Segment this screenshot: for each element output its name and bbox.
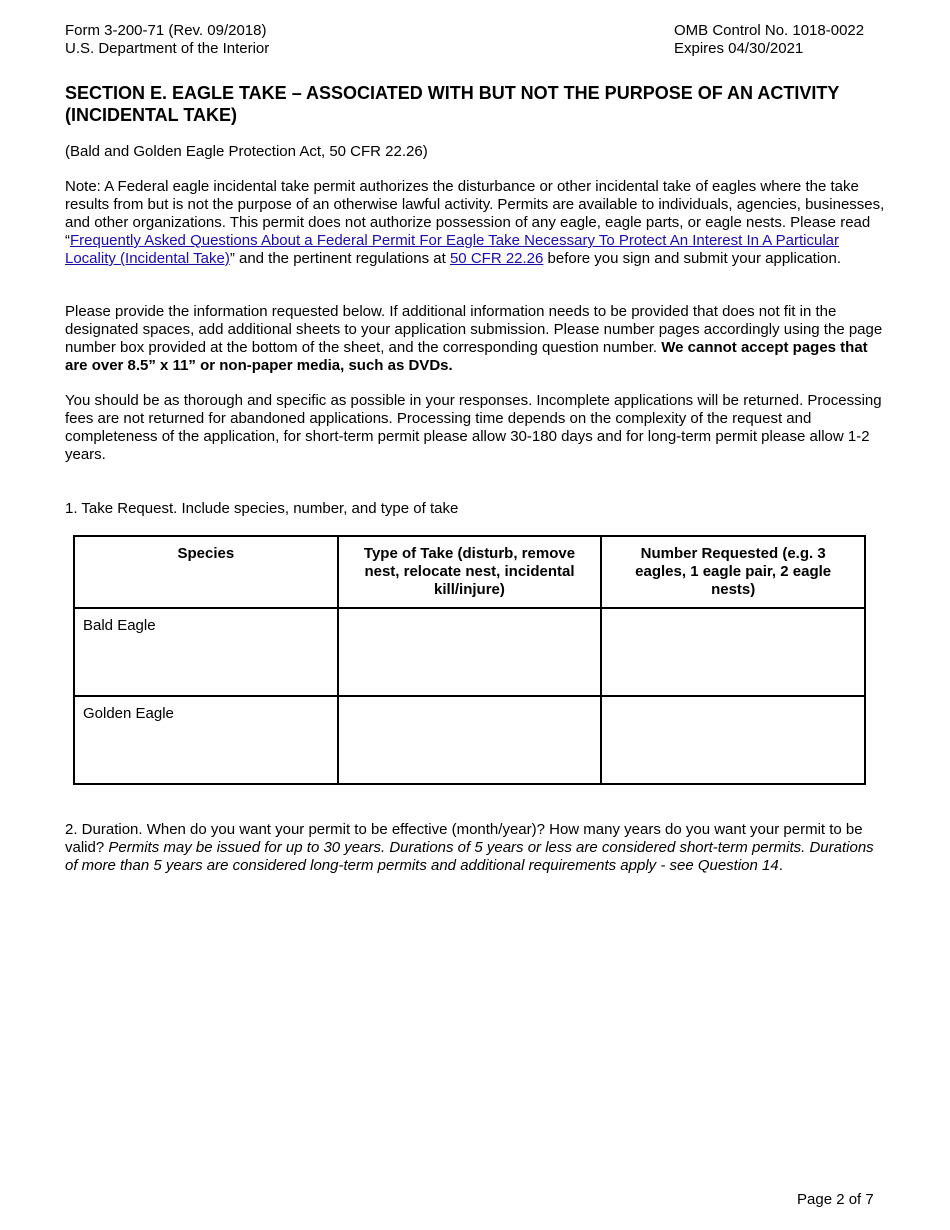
question-2-italic-note: Permits may be issued for up to 30 years. Durations of 5 years or less are considered short-term permits. Durations of more than 5 years are considered long-term permits and additional requirements apply - see Question 14 (65, 839, 874, 874)
act-citation: (Bald and Golden Eagle Protection Act, 50 CFR 22.26) (65, 143, 428, 160)
type-of-take-field[interactable] (338, 608, 602, 696)
instructions-warning: We cannot accept pages that are over 8.5” x 11” or non-paper media, such as DVDs. (65, 339, 868, 374)
processing-paragraph: You should be as thorough and specific as possible in your responses. Incomplete applications will be returned. Processing fees are not returned for abandoned applications. Processing time depends on the complexity of the request and completeness of the application, for short-term permit please allow 30-180 days and for long-term permit please allow 1-2 years. (65, 392, 882, 463)
table-header-row (74, 536, 865, 608)
department-name: U.S. Department of the Interior (65, 40, 270, 57)
question-1-label: 1. Take Request. Include species, number, and type of take (65, 500, 459, 517)
section-title: SECTION E. EAGLE TAKE – ASSOCIATED WITH BUT NOT THE PURPOSE OF AN ACTIVITY (INCIDENTAL TAKE) (65, 83, 840, 125)
omb-control-number: OMB Control No. 1018-0022 (674, 22, 865, 39)
faq-link[interactable]: Frequently Asked Questions About a Federal Permit For Eagle Take Necessary To Protect An Interest In A Particular Locality (Incidental Take) (65, 232, 840, 267)
header-left (65, 22, 269, 58)
note-paragraph (65, 178, 885, 268)
question-2-text: 2. Duration. When do you want your permit to be effective (month/year)? How many years do you want your permit to be valid? (65, 821, 863, 856)
cfr-link[interactable]: 50 CFR 22.26 (449, 250, 544, 267)
species-cell: Golden Eagle (74, 696, 338, 784)
column-header-species: Species (74, 536, 338, 608)
note-text-3: before you sign and submit your application. (543, 250, 842, 267)
instructions-paragraph (65, 303, 885, 375)
question-2-end: . (778, 857, 783, 874)
note-text-2: ” and the pertinent regulations at (229, 250, 450, 267)
number-requested-field[interactable] (601, 608, 865, 696)
page-number: Page 2 of 7 (797, 1191, 874, 1208)
instructions-text: Please provide the information requested below. If additional information needs to be provided that does not fit in the designated spaces, add additional sheets to your application submission. Please number pages accordingly using the page number box provided at the bottom of the sheet, and the corresponding question number. (65, 303, 883, 356)
expiration-date: Expires 04/30/2021 (674, 40, 804, 57)
number-requested-field[interactable] (601, 696, 865, 784)
note-text-1: Note: A Federal eagle incidental take permit authorizes the disturbance or other incidental take of eagles where the take results from but is not the purpose of an otherwise lawful activity. Permits are available to individuals, agencies, businesses, and other organizations. This permit does not authorize possession of any eagle, eagle parts, or eagle nests. Please read “ (65, 178, 885, 249)
table-row (74, 608, 865, 696)
take-request-table (73, 535, 866, 785)
species-cell: Bald Eagle (74, 608, 338, 696)
question-2-duration (65, 821, 887, 875)
column-header-number-requested: Number Requested (e.g. 3 eagles, 1 eagle pair, 2 eagle nests) (601, 536, 865, 608)
header-right (674, 22, 864, 58)
form-number: Form 3-200-71 (Rev. 09/2018) (65, 22, 267, 39)
column-header-type-of-take: Type of Take (disturb, remove nest, relocate nest, incidental kill/injure) (338, 536, 602, 608)
table-row (74, 696, 865, 784)
type-of-take-field[interactable] (338, 696, 602, 784)
